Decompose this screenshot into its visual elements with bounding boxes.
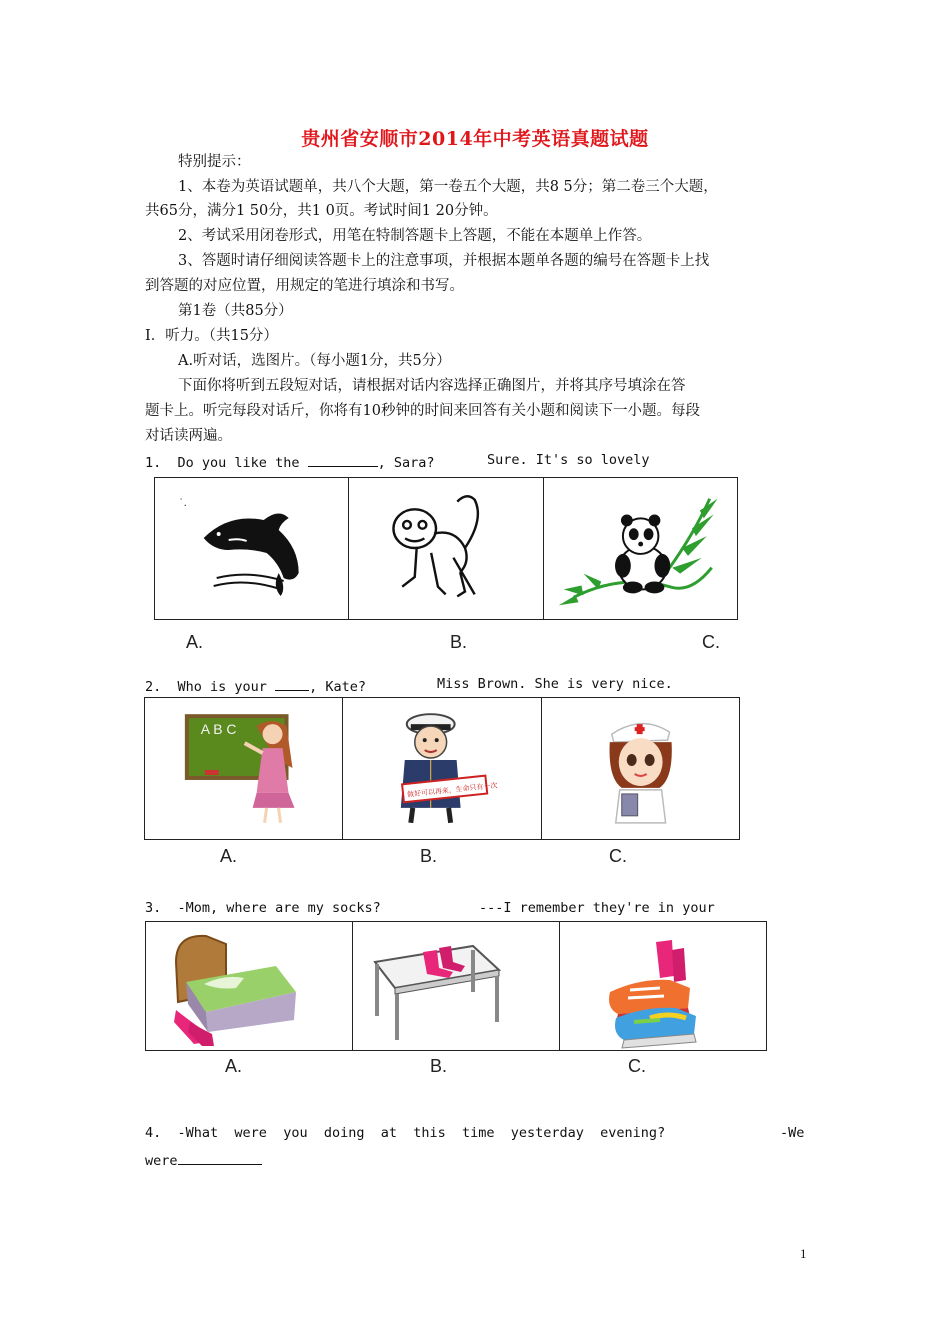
option-b-label: B. — [450, 632, 468, 652]
question-2: 2. Who is your , Kate? — [145, 676, 366, 695]
table-picture[interactable] — [353, 922, 560, 1050]
sign-text: 做好可以再来，生命只有一次 — [407, 781, 499, 799]
question-4-reply: -We — [780, 1125, 805, 1141]
part-a-heading: A.听对话，选图片。（每小题1分，共5分） — [178, 353, 451, 369]
section-heading: I．听力。（共15分） — [145, 328, 278, 344]
question-3: 3. -Mom, where are my socks? — [145, 900, 381, 916]
svg-text:˙.: ˙. — [178, 498, 187, 509]
option-a-label: A. — [220, 846, 238, 866]
tip-3-line-2: 到答题的对应位置，用规定的笔进行填涂和书写。 — [145, 278, 464, 294]
dolphin-picture[interactable] — [155, 478, 349, 619]
option-a-label: A. — [186, 632, 204, 652]
option-b-label: B. — [430, 1056, 448, 1076]
shoes-picture[interactable] — [560, 922, 766, 1050]
question-1-pictures — [154, 477, 738, 620]
tips-heading: 特别提示： — [178, 154, 251, 170]
instructions-line-1: 下面你将听到五段短对话，请根据对话内容选择正确图片，并将其序号填涂在答 — [178, 378, 686, 394]
question-4: 4. -What were you doing at this time yesterday evening? — [145, 1125, 666, 1141]
nurse-picture[interactable] — [542, 698, 739, 839]
policeman-picture[interactable] — [343, 698, 541, 839]
option-c-label: C. — [702, 632, 720, 652]
bed-picture[interactable] — [146, 922, 353, 1050]
monkey-picture[interactable] — [349, 478, 543, 619]
panda-picture[interactable] — [544, 478, 737, 619]
question-2-pictures — [144, 697, 740, 840]
instructions-line-3: 对话读两遍。 — [145, 428, 232, 444]
board-text: A B C — [200, 721, 237, 738]
page-number: 1 — [800, 1246, 807, 1261]
tip-3-line-1: 3、答题时请仔细阅读答题卡上的注意事项，并根据本题单各题的编号在答题卡上找 — [178, 253, 710, 269]
question-4-line-2: were — [145, 1150, 262, 1169]
question-1-reply: Sure. It's so lovely — [487, 452, 650, 468]
question-3-pictures — [145, 921, 767, 1051]
answer-blank[interactable] — [308, 452, 378, 467]
question-3-reply: ---I remember they're in your — [479, 900, 715, 916]
answer-blank[interactable] — [178, 1150, 262, 1165]
instructions-line-2: 题卡上。听完每段对话斤，你将有10秒钟的时间来回答有关小题和阅读下一小题。每段 — [145, 403, 700, 419]
option-a-label: A. — [225, 1056, 243, 1076]
option-b-label: B. — [420, 846, 438, 866]
option-c-label: C. — [609, 846, 627, 866]
teacher-picture[interactable] — [145, 698, 343, 839]
page-title: 贵州省安顺市2014年中考英语真题试题 — [301, 128, 649, 150]
tip-1-line-2: 共65分，满分1 50分，共1 0页。考试时间1 20分钟。 — [145, 203, 498, 219]
option-c-label: C. — [628, 1056, 646, 1076]
tip-1-line-1: 1、本卷为英语试题单，共八个大题，第一卷五个大题，共8 5分；第二卷三个大题， — [178, 179, 718, 195]
tip-2: 2、考试采用闭卷形式，用笔在特制答题卡上答题，不能在本题单上作答。 — [178, 228, 652, 244]
answer-blank[interactable] — [275, 676, 309, 691]
question-1: 1. Do you like the , Sara? — [145, 452, 435, 471]
question-2-reply: Miss Brown. She is very nice. — [437, 676, 673, 692]
volume-heading: 第1卷（共85分） — [178, 303, 293, 319]
